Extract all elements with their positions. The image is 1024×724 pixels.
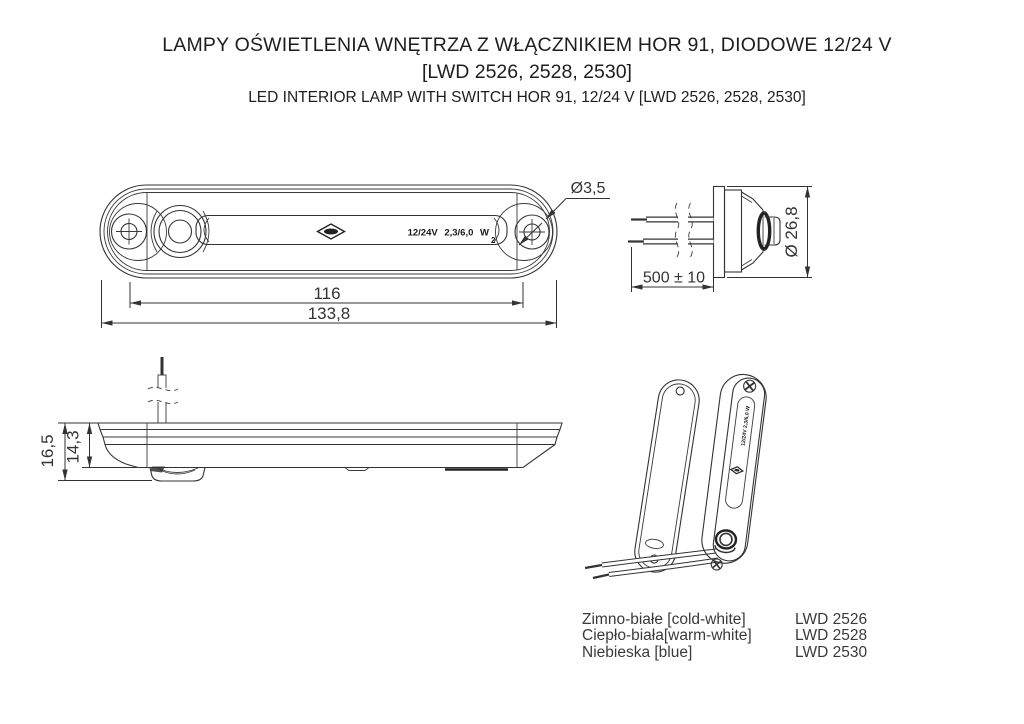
brand-logo-diamond [318,224,345,239]
iso-wires [585,551,718,578]
iso-wire-slot [645,538,664,550]
break-mark-2 [689,203,692,257]
variant-code: LWD 2528 [795,627,868,645]
left-screw-hole [112,214,147,249]
variant-name: Zimno-białe [cold-white] [582,611,746,628]
variant-row-warm-white [582,628,867,644]
lens-index-text: 2 [491,236,496,245]
profile-switch-bump [150,467,205,482]
iso-base-plate [632,377,702,575]
variant-code: LWD 2526 [795,611,868,628]
dim-133-8-label: 133,8 [307,304,351,323]
dim-26-8-label: Ø 26,8 [782,206,801,258]
variant-name: Ciepło-biała[warm-white] [582,627,752,645]
iso-wire-tip-2 [593,575,609,579]
profile-wire-tip [161,357,164,375]
profile-wire [148,357,178,423]
lamp-dome-profile [742,192,781,270]
front-view [100,180,610,328]
variant-row-blue [582,645,867,661]
title-english: LED INTERIOR LAMP WITH SWITCH HOR 91, 12/24 V [LWD 2526, 2528, 2530] [248,89,806,106]
side-profile-view [38,357,562,481]
iso-lens-strip [725,396,756,509]
dim-14-3-label: 14,3 [63,430,83,464]
profile-body [98,423,562,471]
dim-116-label: 116 [313,284,341,303]
title-polish: LAMPY OŚWIETLENIA WNĘTRZA Z WŁĄCZNIKIEM HOR 91, DIODOWE 12/24 V [162,34,892,56]
variant-name: Niebieska [blue] [582,643,693,661]
variant-row-cold-white [582,612,867,628]
wires [628,203,714,257]
dim-hole-diameter-label: Ø3,5 [570,180,606,197]
lens-strip [196,216,507,246]
iso-switch-knob [714,529,737,553]
dimension-wire-length [632,247,714,292]
variant-code: LWD 2530 [795,643,868,661]
lens-marking-text: 12/24V 2,3/6,0 W [407,227,489,239]
iso-lamp-body [698,372,769,574]
iso-brand-diamond [730,466,743,474]
title-codes: [LWD 2526, 2528, 2530] [422,61,632,83]
callout-hole-diameter [519,180,610,245]
dimension-total-height [38,423,152,481]
iso-top-screw [743,379,756,392]
color-variants-list [582,612,867,661]
iso-plate-hole-top [676,386,685,395]
end-view [628,187,812,293]
flange-plate-2 [725,190,742,272]
left-screw-recess [110,204,167,261]
isometric-view [585,372,769,578]
iso-lens-marking: 12/24V 2,3/6,0 W [740,405,752,447]
dim-500-label: 500 ± 10 [642,269,706,287]
dim-16-5-label: 16,5 [38,434,57,468]
flange-plate [714,187,725,278]
iso-wire-tip [585,565,602,568]
lens-ring [759,214,770,249]
